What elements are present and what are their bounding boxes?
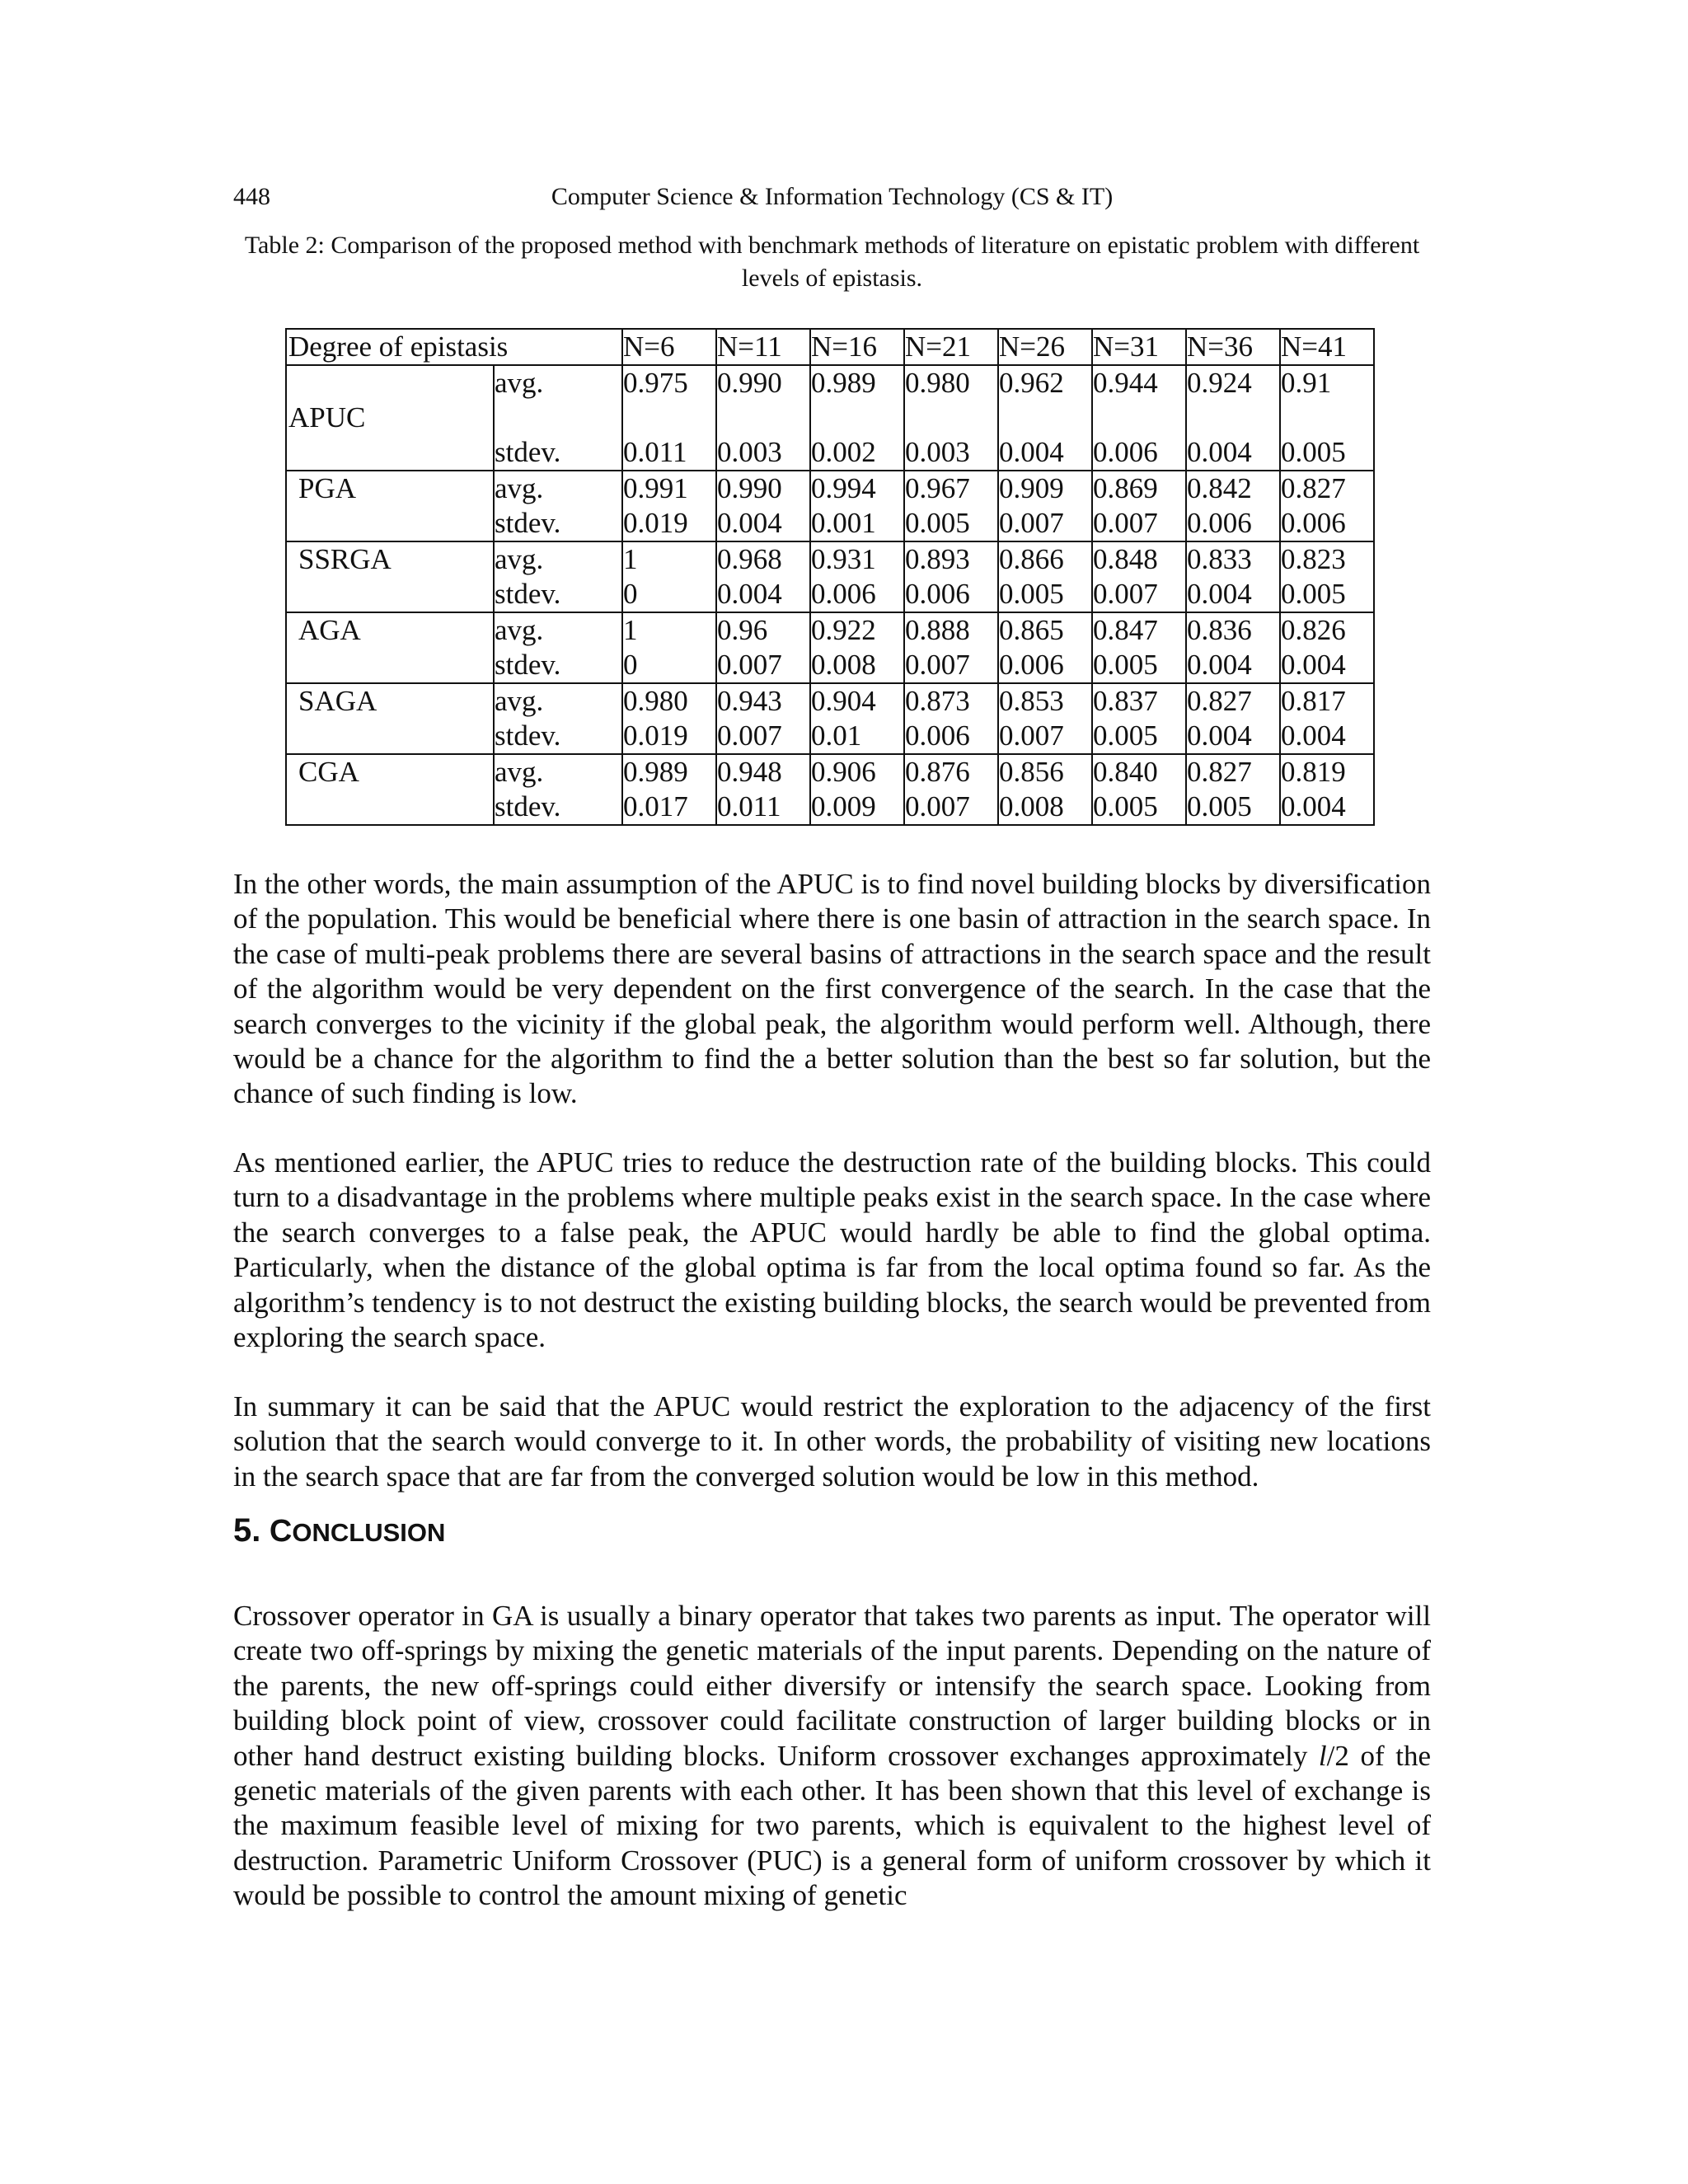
value-cell xyxy=(622,754,716,825)
avg-value: 0.866 xyxy=(999,543,1064,575)
value-cell xyxy=(998,365,1092,471)
value-cell xyxy=(810,471,904,541)
value-cell xyxy=(1092,471,1186,541)
value-cell xyxy=(1186,683,1280,754)
avg-value: 0.906 xyxy=(811,756,876,788)
section-number: 5. xyxy=(233,1512,261,1549)
stdev-value: 0.005 xyxy=(905,507,970,539)
value-cell xyxy=(1280,471,1374,541)
value-cell xyxy=(904,612,998,683)
value-cell xyxy=(716,683,810,754)
method-name: APUC xyxy=(286,365,494,471)
value-cell xyxy=(904,754,998,825)
stdev-value: 0.008 xyxy=(999,790,1064,823)
avg-value: 0.980 xyxy=(623,685,688,717)
stdev-label: stdev. xyxy=(495,719,561,752)
stdev-value: 0.007 xyxy=(999,719,1064,752)
avg-value: 0.853 xyxy=(999,685,1064,717)
stdev-value: 0.005 xyxy=(1187,790,1252,823)
stdev-value: 0.004 xyxy=(1187,649,1252,681)
avg-value: 0.968 xyxy=(717,543,782,575)
avg-value: 0.909 xyxy=(999,472,1064,504)
value-cell xyxy=(1186,612,1280,683)
stdev-value: 0.006 xyxy=(999,649,1064,681)
value-cell xyxy=(622,683,716,754)
avg-value: 0.833 xyxy=(1187,543,1252,575)
table-row xyxy=(286,541,1374,612)
value-cell xyxy=(810,365,904,471)
value-cell xyxy=(716,365,810,471)
avg-value: 0.827 xyxy=(1281,472,1346,504)
section-title-initial: C xyxy=(269,1514,293,1549)
table-caption: Table 2: Comparison of the proposed method with benchmark methods of literature on epistatic problem with different levels of epistasis. xyxy=(244,232,1420,292)
stdev-value: 0.004 xyxy=(999,436,1064,468)
stdev-value: 0.005 xyxy=(1093,719,1158,752)
stdev-value: 0.005 xyxy=(1281,436,1346,468)
value-cell xyxy=(1280,754,1374,825)
value-cell xyxy=(1092,683,1186,754)
value-cell xyxy=(810,683,904,754)
stat-labels xyxy=(494,612,622,683)
value-cell xyxy=(904,365,998,471)
avg-label: avg. xyxy=(495,685,544,717)
method-name: SAGA xyxy=(286,683,494,754)
method-name: CGA xyxy=(286,754,494,825)
value-cell xyxy=(998,683,1092,754)
value-cell xyxy=(622,541,716,612)
value-cell xyxy=(622,471,716,541)
stdev-value: 0.008 xyxy=(811,649,876,681)
column-header: N=26 xyxy=(998,329,1092,365)
column-header: N=41 xyxy=(1280,329,1374,365)
stdev-value: 0 xyxy=(623,649,638,681)
avg-value: 0.840 xyxy=(1093,756,1158,788)
avg-value: 0.847 xyxy=(1093,614,1158,646)
value-cell xyxy=(904,471,998,541)
header-label: Degree of epistasis xyxy=(286,329,622,365)
avg-value: 0.990 xyxy=(717,367,782,399)
stat-labels xyxy=(494,754,622,825)
stdev-value: 0.011 xyxy=(717,790,781,823)
value-cell xyxy=(1186,541,1280,612)
avg-value: 0.922 xyxy=(811,614,876,646)
value-cell xyxy=(716,541,810,612)
avg-value: 0.888 xyxy=(905,614,970,646)
table-header-row xyxy=(286,329,1374,365)
column-header: N=21 xyxy=(904,329,998,365)
avg-label: avg. xyxy=(495,543,544,575)
stdev-value: 0.004 xyxy=(1281,649,1346,681)
avg-value: 0.989 xyxy=(811,367,876,399)
avg-value: 1 xyxy=(623,543,638,575)
value-cell xyxy=(998,754,1092,825)
value-cell xyxy=(810,612,904,683)
avg-value: 0.931 xyxy=(811,543,876,575)
column-header: N=36 xyxy=(1186,329,1280,365)
section-title-rest: ONCLUSION xyxy=(292,1518,446,1547)
table-row xyxy=(286,365,1374,471)
avg-value: 0.990 xyxy=(717,472,782,504)
stdev-value: 0.006 xyxy=(1187,507,1252,539)
avg-value: 0.96 xyxy=(717,614,768,646)
stdev-value: 0.002 xyxy=(811,436,876,468)
value-cell xyxy=(622,365,716,471)
stat-labels xyxy=(494,471,622,541)
avg-value: 0.991 xyxy=(623,472,688,504)
avg-value: 0.967 xyxy=(905,472,970,504)
stdev-label: stdev. xyxy=(495,790,561,823)
avg-value: 0.873 xyxy=(905,685,970,717)
avg-value: 0.823 xyxy=(1281,543,1346,575)
stdev-value: 0.017 xyxy=(623,790,688,823)
conclusion-text-start: Crossover operator in GA is usually a binary operator that takes two parents as input. The operator will create two off-springs by mixing the genetic materials of the input parents. Depending on the nature of the parents, the new off-springs could either diversify or intensify the search space. Looking from building block point of view, crossover could facilitate construction of larger building blocks or in other hand destruct existing building blocks. Uniform crossover exchanges approximately xyxy=(233,1600,1431,1772)
stdev-value: 0.007 xyxy=(717,649,782,681)
method-name: AGA xyxy=(286,612,494,683)
section-heading xyxy=(233,1512,445,1549)
stdev-value: 0.005 xyxy=(999,578,1064,610)
stdev-value: 0.006 xyxy=(905,719,970,752)
avg-label: avg. xyxy=(495,472,544,504)
avg-value: 0.975 xyxy=(623,367,688,399)
stdev-value: 0.004 xyxy=(717,578,782,610)
column-header: N=6 xyxy=(622,329,716,365)
stdev-label: stdev. xyxy=(495,436,561,468)
value-cell xyxy=(622,612,716,683)
avg-value: 0.827 xyxy=(1187,685,1252,717)
value-cell xyxy=(1092,754,1186,825)
table-row xyxy=(286,471,1374,541)
value-cell xyxy=(1092,612,1186,683)
value-cell xyxy=(810,754,904,825)
avg-label: avg. xyxy=(495,614,544,646)
value-cell xyxy=(904,683,998,754)
avg-value: 1 xyxy=(623,614,638,646)
method-name: SSRGA xyxy=(286,541,494,612)
stdev-label: stdev. xyxy=(495,507,561,539)
stdev-value: 0.007 xyxy=(1093,578,1158,610)
column-header: N=31 xyxy=(1092,329,1186,365)
stdev-value: 0.001 xyxy=(811,507,876,539)
stdev-value: 0.003 xyxy=(717,436,782,468)
results-table-body xyxy=(286,329,1374,825)
column-header: N=16 xyxy=(810,329,904,365)
stdev-value: 0.019 xyxy=(623,507,688,539)
stdev-value: 0.009 xyxy=(811,790,876,823)
column-header: N=11 xyxy=(716,329,810,365)
value-cell xyxy=(1280,541,1374,612)
avg-value: 0.837 xyxy=(1093,685,1158,717)
value-cell xyxy=(716,754,810,825)
value-cell xyxy=(1280,365,1374,471)
value-cell xyxy=(1186,471,1280,541)
stdev-label: stdev. xyxy=(495,578,561,610)
stdev-label: stdev. xyxy=(495,649,561,681)
stdev-value: 0.004 xyxy=(1187,578,1252,610)
stdev-value: 0.007 xyxy=(999,507,1064,539)
page-header xyxy=(233,183,1431,219)
avg-value: 0.836 xyxy=(1187,614,1252,646)
avg-value: 0.865 xyxy=(999,614,1064,646)
page-number: 448 xyxy=(233,183,270,210)
stdev-value: 0.006 xyxy=(1093,436,1158,468)
stdev-value: 0.004 xyxy=(1281,790,1346,823)
results-table xyxy=(285,328,1375,826)
avg-value: 0.817 xyxy=(1281,685,1346,717)
avg-value: 0.948 xyxy=(717,756,782,788)
table-row xyxy=(286,683,1374,754)
stat-labels xyxy=(494,365,622,471)
stdev-value: 0.006 xyxy=(905,578,970,610)
table-row xyxy=(286,612,1374,683)
method-name: PGA xyxy=(286,471,494,541)
avg-value: 0.943 xyxy=(717,685,782,717)
avg-value: 0.924 xyxy=(1187,367,1252,399)
paragraph: In the other words, the main assumption of the APUC is to find novel building blocks by diversification of the population. This would be beneficial where there is one basin of attraction in the search space. In the case of multi-peak problems there are several basins of attractions in the search space and the result of the algorithm would be very dependent on the first convergence of the search. In the case that the search converges to the vicinity if the global peak, the algorithm would perform well. Although, there would be a chance for the algorithm to find the a better solution than the best so far solution, but the chance of such finding is low. xyxy=(233,868,1431,1110)
avg-value: 0.827 xyxy=(1187,756,1252,788)
avg-value: 0.876 xyxy=(905,756,970,788)
value-cell xyxy=(716,471,810,541)
stdev-value: 0.003 xyxy=(905,436,970,468)
stdev-value: 0.006 xyxy=(811,578,876,610)
avg-value: 0.848 xyxy=(1093,543,1158,575)
avg-value: 0.819 xyxy=(1281,756,1346,788)
stdev-value: 0.004 xyxy=(1187,719,1252,752)
stdev-value: 0.005 xyxy=(1093,790,1158,823)
avg-value: 0.893 xyxy=(905,543,970,575)
avg-value: 0.842 xyxy=(1187,472,1252,504)
avg-value: 0.826 xyxy=(1281,614,1346,646)
avg-label: avg. xyxy=(495,756,544,788)
running-title: Computer Science & Information Technology (CS & IT) xyxy=(551,183,1114,210)
value-cell xyxy=(1280,683,1374,754)
stat-labels xyxy=(494,683,622,754)
stdev-value: 0.019 xyxy=(623,719,688,752)
avg-value: 0.994 xyxy=(811,472,876,504)
paragraph: As mentioned earlier, the APUC tries to reduce the destruction rate of the building blocks. This could turn to a disadvantage in the problems where multiple peaks exist in the search space. In the case where the search converges to a false peak, the APUC would hardly be able to find the global optima. Particularly, when the distance of the global optima is far from the local optima found so far. As the algorithm’s tendency is to not destruct the existing building blocks, the search would be prevented from exploring the search space. xyxy=(233,1146,1431,1354)
value-cell xyxy=(1186,365,1280,471)
conclusion-italic-var: l xyxy=(1318,1739,1327,1772)
value-cell xyxy=(1186,754,1280,825)
conclusion-text-end: /2 of the genetic materials of the given parents with each other. It has been shown that this level of exchange is the maximum feasible level of mixing for two parents, which is equivalent to the highest level of destruction. Parametric Uniform Crossover (PUC) is a general form of uniform crossover by which it would be possible to control the amount mixing of genetic xyxy=(233,1739,1431,1912)
avg-value: 0.962 xyxy=(999,367,1064,399)
stdev-value: 0.004 xyxy=(717,507,782,539)
value-cell xyxy=(998,541,1092,612)
stdev-value: 0.005 xyxy=(1281,578,1346,610)
stdev-value: 0.011 xyxy=(623,436,687,468)
value-cell xyxy=(904,541,998,612)
value-cell xyxy=(1280,612,1374,683)
stdev-value: 0.007 xyxy=(1093,507,1158,539)
stdev-value: 0 xyxy=(623,578,638,610)
value-cell xyxy=(1092,365,1186,471)
stdev-value: 0.005 xyxy=(1093,649,1158,681)
avg-value: 0.980 xyxy=(905,367,970,399)
value-cell xyxy=(810,541,904,612)
avg-value: 0.944 xyxy=(1093,367,1158,399)
value-cell xyxy=(1092,541,1186,612)
stdev-value: 0.007 xyxy=(905,790,970,823)
stdev-value: 0.007 xyxy=(717,719,782,752)
stdev-value: 0.006 xyxy=(1281,507,1346,539)
stdev-value: 0.01 xyxy=(811,719,862,752)
value-cell xyxy=(716,612,810,683)
avg-value: 0.869 xyxy=(1093,472,1158,504)
stdev-value: 0.004 xyxy=(1187,436,1252,468)
avg-label: avg. xyxy=(495,367,544,399)
avg-value: 0.91 xyxy=(1281,367,1332,399)
value-cell xyxy=(998,471,1092,541)
stdev-value: 0.007 xyxy=(905,649,970,681)
avg-value: 0.904 xyxy=(811,685,876,717)
stdev-value: 0.004 xyxy=(1281,719,1346,752)
avg-value: 0.856 xyxy=(999,756,1064,788)
paragraph: In summary it can be said that the APUC would restrict the exploration to the adjacency of the first solution that the search would converge to it. In other words, the probability of visiting new locations in the search space that are far from the converged solution would be low in this method. xyxy=(233,1390,1431,1493)
stat-labels xyxy=(494,541,622,612)
avg-value: 0.989 xyxy=(623,756,688,788)
conclusion-paragraph xyxy=(233,1599,1431,1914)
value-cell xyxy=(998,612,1092,683)
table-row xyxy=(286,754,1374,825)
